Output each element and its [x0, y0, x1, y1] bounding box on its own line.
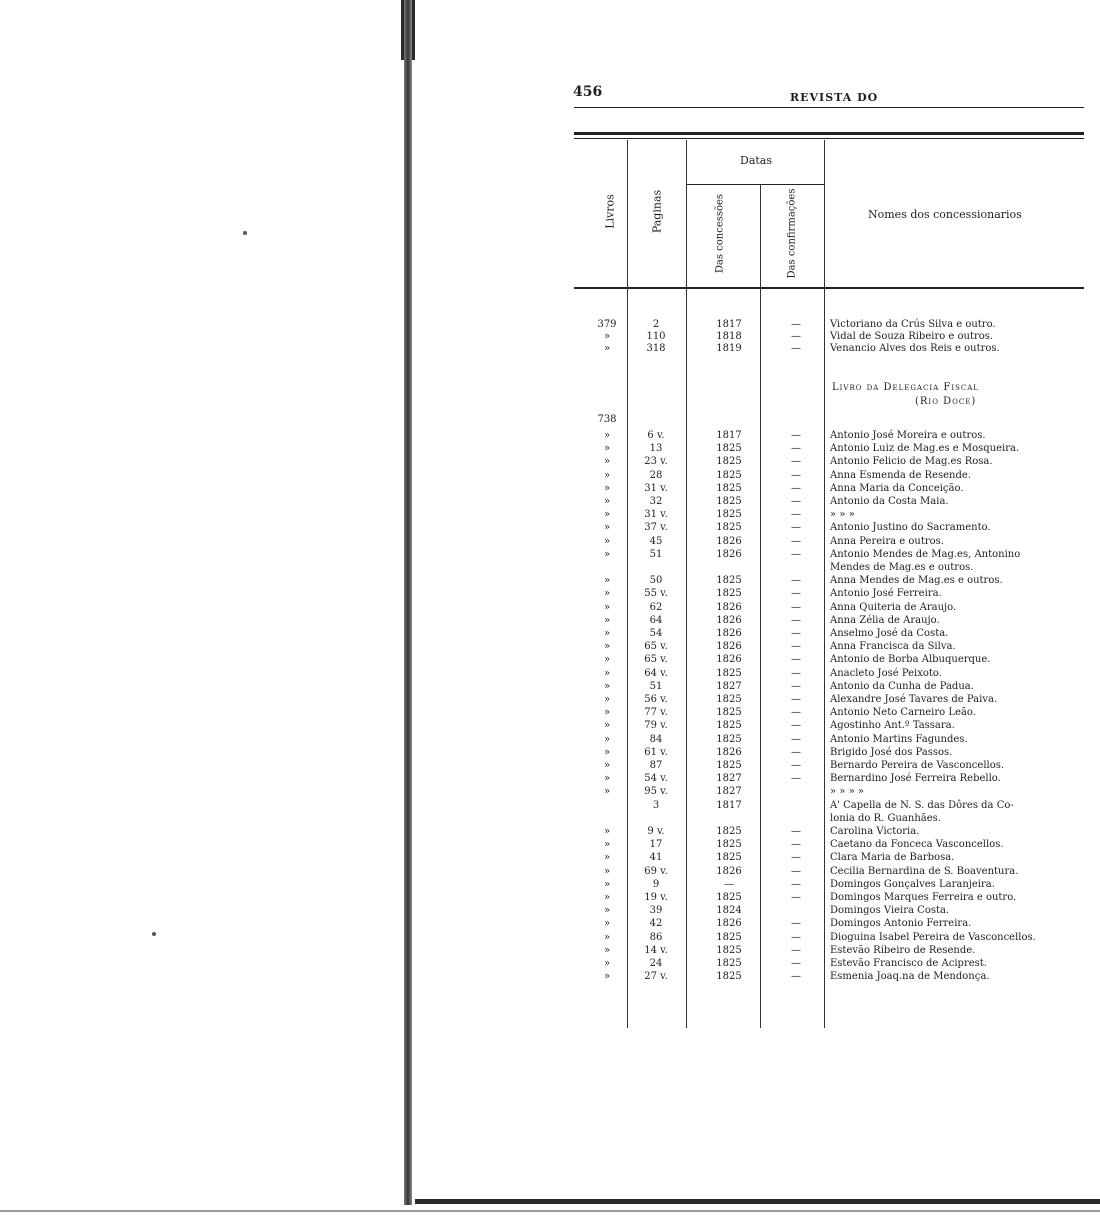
header-concessoes: Das concessões — [714, 193, 726, 274]
pagina-cell: 2 — [652, 319, 660, 330]
date-cell: 1825 — [716, 496, 742, 507]
confirmation-cell: — — [791, 430, 801, 441]
livro-cell: » — [603, 331, 611, 342]
pagina-cell: 64 — [649, 615, 663, 626]
section-livro: 738 — [597, 414, 617, 425]
col-rule — [760, 185, 761, 1028]
livro-cell: » — [603, 602, 611, 613]
pagina-cell: 84 — [649, 734, 663, 745]
date-cell: 1825 — [716, 443, 742, 454]
date-cell: 1825 — [716, 522, 742, 533]
pagina-cell: 31 v. — [644, 509, 668, 520]
table-top-rule — [574, 132, 1084, 135]
pagina-cell: 54 v. — [644, 773, 668, 784]
date-cell: 1825 — [716, 852, 742, 863]
date-cell: 1825 — [716, 734, 742, 745]
date-cell: 1826 — [716, 641, 742, 652]
pagina-cell: 318 — [646, 343, 666, 354]
datas-subrule — [686, 184, 824, 185]
date-cell: 1826 — [716, 536, 742, 547]
speck — [243, 231, 247, 235]
livro-cell: » — [603, 786, 611, 797]
date-cell: 1825 — [716, 892, 742, 903]
livro-cell: » — [603, 760, 611, 771]
pagina-cell: 13 — [649, 443, 663, 454]
name-cell: Mendes de Mag.es e outros. — [830, 562, 974, 573]
scan-edge — [0, 1210, 1100, 1212]
confirmation-cell: — — [791, 760, 801, 771]
livro-cell: » — [603, 918, 611, 929]
header-livros: Livros — [603, 194, 617, 229]
livro-cell: 379 — [597, 319, 617, 330]
name-cell: Carolina Victoria. — [830, 826, 920, 837]
name-cell: Estevão Francisco de Aciprest. — [830, 958, 987, 969]
confirmation-cell: — — [791, 654, 801, 665]
date-cell: 1827 — [716, 786, 742, 797]
date-cell: 1826 — [716, 615, 742, 626]
pagina-cell: 41 — [649, 852, 663, 863]
confirmation-cell: — — [791, 615, 801, 626]
date-cell: 1827 — [716, 681, 742, 692]
livro-cell: » — [603, 958, 611, 969]
confirmation-cell: — — [791, 456, 801, 467]
confirmation-cell: — — [791, 734, 801, 745]
pagina-cell: 17 — [649, 839, 663, 850]
date-cell: 1825 — [716, 971, 742, 982]
name-cell: Caetano da Fonceca Vasconcellos. — [830, 839, 1004, 850]
confirmation-cell: — — [791, 945, 801, 956]
livro-cell: » — [603, 905, 611, 916]
name-cell: Anna Pereira e outros. — [830, 536, 944, 547]
date-cell: 1825 — [716, 668, 742, 679]
livro-cell: » — [603, 747, 611, 758]
name-cell: Vidal de Souza Ribeiro e outros. — [830, 331, 994, 342]
name-cell: Dioguina Isabel Pereira de Vasconcellos. — [830, 932, 1036, 943]
date-cell: 1825 — [716, 588, 742, 599]
date-cell: 1825 — [716, 826, 742, 837]
confirmation-cell: — — [791, 443, 801, 454]
name-cell: Antonio Martins Fagundes. — [830, 734, 968, 745]
livro-cell: » — [603, 681, 611, 692]
header-confirmacoes: Das confirmações — [786, 188, 798, 279]
date-cell: 1825 — [716, 839, 742, 850]
date-cell: 1825 — [716, 470, 742, 481]
livro-cell: » — [603, 694, 611, 705]
date-cell: 1826 — [716, 654, 742, 665]
pagina-cell: 24 — [649, 958, 663, 969]
pagina-cell: 14 v. — [644, 945, 668, 956]
date-cell: 1826 — [716, 549, 742, 560]
date-cell: 1825 — [716, 945, 742, 956]
confirmation-cell: — — [791, 681, 801, 692]
date-cell: 1827 — [716, 773, 742, 784]
name-cell: » » » — [830, 509, 855, 520]
livro-cell: » — [603, 522, 611, 533]
pagina-cell: 79 v. — [644, 720, 668, 731]
confirmation-cell: — — [791, 483, 801, 494]
name-cell: Anna Zélia de Araujo. — [830, 615, 940, 626]
pagina-cell: 19 v. — [644, 892, 668, 903]
date-cell: 1817 — [716, 430, 742, 441]
livro-cell: » — [603, 588, 611, 599]
livro-cell: » — [603, 773, 611, 784]
date-cell: 1825 — [716, 575, 742, 586]
confirmation-cell: — — [791, 826, 801, 837]
name-cell: Antonio Mendes de Mag.es, Antonino — [830, 549, 1021, 560]
pagina-cell: 62 — [649, 602, 663, 613]
confirmation-cell: — — [791, 496, 801, 507]
livro-cell: » — [603, 879, 611, 890]
date-cell: 1826 — [716, 602, 742, 613]
header-nomes: Nomes dos concessionarios — [868, 208, 1022, 221]
date-cell: 1825 — [716, 958, 742, 969]
livro-cell: » — [603, 536, 611, 547]
speck — [152, 932, 156, 936]
pagina-cell: 56 v. — [644, 694, 668, 705]
name-cell: Anna Francisca da Silva. — [830, 641, 956, 652]
date-cell: 1826 — [716, 628, 742, 639]
livro-cell: » — [603, 826, 611, 837]
name-cell: Antonio Luiz de Mag.es e Mosqueira. — [830, 443, 1020, 454]
pagina-cell: 9 v. — [647, 826, 665, 837]
date-cell: 1817 — [716, 319, 742, 330]
livro-cell: » — [603, 430, 611, 441]
confirmation-cell: — — [791, 575, 801, 586]
confirmation-cell: — — [791, 932, 801, 943]
col-rule — [686, 140, 687, 1028]
name-cell: Domingos Marques Ferreira e outro. — [830, 892, 1017, 903]
livro-cell: » — [603, 839, 611, 850]
date-cell: 1825 — [716, 720, 742, 731]
confirmation-cell: — — [791, 641, 801, 652]
col-rule — [824, 140, 825, 1028]
name-cell: » » » » — [830, 786, 865, 797]
pagina-cell: 32 — [649, 496, 663, 507]
pagina-cell: 65 v. — [644, 654, 668, 665]
name-cell: Venancio Alves dos Reis e outros. — [830, 343, 1000, 354]
livro-cell: » — [603, 615, 611, 626]
date-cell: 1824 — [716, 905, 742, 916]
confirmation-cell: — — [791, 549, 801, 560]
pagina-cell: 45 — [649, 536, 663, 547]
name-cell: Anna Esmenda de Resende. — [830, 470, 971, 481]
table-top-rule-thin — [574, 138, 1084, 139]
livro-cell: » — [603, 628, 611, 639]
livro-cell: » — [603, 549, 611, 560]
pagina-cell: 39 — [649, 905, 663, 916]
confirmation-cell: — — [791, 773, 801, 784]
name-cell: Domingos Antonio Ferreira. — [830, 918, 972, 929]
pagina-cell: 55 v. — [644, 588, 668, 599]
pagina-cell: 50 — [649, 575, 663, 586]
pagina-cell: 31 v. — [644, 483, 668, 494]
name-cell: Bernardo Pereira de Vasconcellos. — [830, 760, 1005, 771]
confirmation-cell: — — [791, 866, 801, 877]
date-cell: 1818 — [716, 331, 742, 342]
date-cell: 1819 — [716, 343, 742, 354]
confirmation-cell: — — [791, 602, 801, 613]
confirmation-cell: — — [791, 839, 801, 850]
name-cell: Clara Maria de Barbosa. — [830, 852, 955, 863]
livro-cell: » — [603, 509, 611, 520]
confirmation-cell: — — [791, 892, 801, 903]
pagina-cell: 51 — [649, 549, 663, 560]
confirmation-cell: — — [791, 536, 801, 547]
livro-cell: » — [603, 483, 611, 494]
date-cell: 1825 — [716, 509, 742, 520]
name-cell: Anselmo José da Costa. — [830, 628, 949, 639]
name-cell: Antonio da Costa Maia. — [830, 496, 949, 507]
date-cell: 1826 — [716, 747, 742, 758]
confirmation-cell: — — [791, 668, 801, 679]
confirmation-cell: — — [791, 509, 801, 520]
name-cell: Antonio Felicio de Mag.es Rosa. — [830, 456, 993, 467]
date-cell: 1825 — [716, 456, 742, 467]
confirmation-cell: — — [791, 319, 801, 330]
livro-cell: » — [603, 852, 611, 863]
pagina-cell: 110 — [646, 331, 666, 342]
livro-cell: » — [603, 654, 611, 665]
pagina-cell: 37 v. — [644, 522, 668, 533]
name-cell: Anna Quiteria de Araujo. — [830, 602, 957, 613]
section-title: Livro da Delegacia Fiscal — [832, 382, 979, 393]
pagina-cell: 95 v. — [644, 786, 668, 797]
page-number: 456 — [573, 84, 603, 100]
livro-cell: » — [603, 892, 611, 903]
date-cell: 1826 — [716, 866, 742, 877]
name-cell: Alexandre José Tavares de Paiva. — [830, 694, 998, 705]
name-cell: Antonio Justino do Sacramento. — [830, 522, 991, 533]
livro-cell: » — [603, 641, 611, 652]
section-subtitle: (Rio Doce) — [915, 396, 977, 407]
livro-cell: » — [603, 456, 611, 467]
name-cell: Bernardino José Ferreira Rebello. — [830, 773, 1001, 784]
pagina-cell: 23 v. — [644, 456, 668, 467]
livro-cell: » — [603, 443, 611, 454]
col-rule — [627, 140, 628, 1028]
name-cell: Anna Mendes de Mag.es e outros. — [830, 575, 1003, 586]
name-cell: Cecilia Bernardina de S. Boaventura. — [830, 866, 1019, 877]
pagina-cell: 27 v. — [644, 971, 668, 982]
header-rule — [574, 107, 1084, 108]
pagina-cell: 9 — [652, 879, 660, 890]
name-cell: A' Capella de N. S. das Dôres da Co- — [830, 800, 1014, 811]
name-cell: Estevão Ribeiro de Resende. — [830, 945, 976, 956]
confirmation-cell: — — [791, 918, 801, 929]
name-cell: Anacleto José Peixoto. — [830, 668, 942, 679]
name-cell: Antonio da Cunha de Padua. — [830, 681, 974, 692]
date-cell: 1825 — [716, 707, 742, 718]
date-cell: 1825 — [716, 932, 742, 943]
date-cell: — — [724, 879, 734, 890]
pagina-cell: 65 v. — [644, 641, 668, 652]
livro-cell: » — [603, 971, 611, 982]
name-cell: Antonio de Borba Albuquerque. — [830, 654, 991, 665]
confirmation-cell: — — [791, 694, 801, 705]
confirmation-cell: — — [791, 720, 801, 731]
date-cell: 1825 — [716, 694, 742, 705]
pagina-cell: 86 — [649, 932, 663, 943]
livro-cell: » — [603, 575, 611, 586]
pagina-cell: 28 — [649, 470, 663, 481]
pagina-cell: 61 v. — [644, 747, 668, 758]
confirmation-cell: — — [791, 707, 801, 718]
livro-cell: » — [603, 668, 611, 679]
pagina-cell: 6 v. — [647, 430, 665, 441]
livro-cell: » — [603, 932, 611, 943]
livro-cell: » — [603, 496, 611, 507]
page-bottom-edge — [415, 1199, 1100, 1204]
livro-cell: » — [603, 470, 611, 481]
confirmation-cell: — — [791, 971, 801, 982]
name-cell: Domingos Gonçalves Laranjeira. — [830, 879, 995, 890]
name-cell: Agostinho Ant.º Tassara. — [830, 720, 955, 731]
name-cell: Antonio José Moreira e outros. — [830, 430, 986, 441]
livro-cell: » — [603, 720, 611, 731]
name-cell: Brigido José dos Passos. — [830, 747, 953, 758]
running-header: REVISTA DO — [790, 91, 879, 104]
confirmation-cell: — — [791, 343, 801, 354]
confirmation-cell: — — [791, 470, 801, 481]
pagina-cell: 64 v. — [644, 668, 668, 679]
book-gutter — [404, 0, 412, 1205]
confirmation-cell: — — [791, 879, 801, 890]
date-cell: 1817 — [716, 800, 742, 811]
confirmation-cell: — — [791, 852, 801, 863]
pagina-cell: 69 v. — [644, 866, 668, 877]
name-cell: Victoriano da Crús Silva e outro. — [830, 319, 996, 330]
livro-cell: » — [603, 945, 611, 956]
confirmation-cell: — — [791, 331, 801, 342]
pagina-cell: 42 — [649, 918, 663, 929]
header-bottom-rule — [574, 287, 1084, 289]
date-cell: 1825 — [716, 483, 742, 494]
name-cell: Antonio Neto Carneiro Leão. — [830, 707, 976, 718]
date-cell: 1826 — [716, 918, 742, 929]
date-cell: 1825 — [716, 760, 742, 771]
pagina-cell: 54 — [649, 628, 663, 639]
header-datas: Datas — [740, 154, 773, 167]
name-cell: Esmenia Joaq.na de Mendonça. — [830, 971, 990, 982]
livro-cell: » — [603, 343, 611, 354]
pagina-cell: 3 — [652, 800, 660, 811]
name-cell: Domingos Vieira Costa. — [830, 905, 950, 916]
confirmation-cell: — — [791, 628, 801, 639]
livro-cell: » — [603, 707, 611, 718]
pagina-cell: 51 — [649, 681, 663, 692]
confirmation-cell: — — [791, 588, 801, 599]
pagina-cell: 87 — [649, 760, 663, 771]
header-paginas: Paginas — [650, 189, 664, 234]
livro-cell: » — [603, 866, 611, 877]
livro-cell: » — [603, 734, 611, 745]
confirmation-cell: — — [791, 747, 801, 758]
name-cell: Anna Maria da Conceição. — [830, 483, 964, 494]
confirmation-cell: — — [791, 958, 801, 969]
confirmation-cell: — — [791, 522, 801, 533]
pagina-cell: 77 v. — [644, 707, 668, 718]
name-cell: Antonio José Ferreira. — [830, 588, 942, 599]
name-cell: lonia do R. Guanhães. — [830, 813, 941, 824]
